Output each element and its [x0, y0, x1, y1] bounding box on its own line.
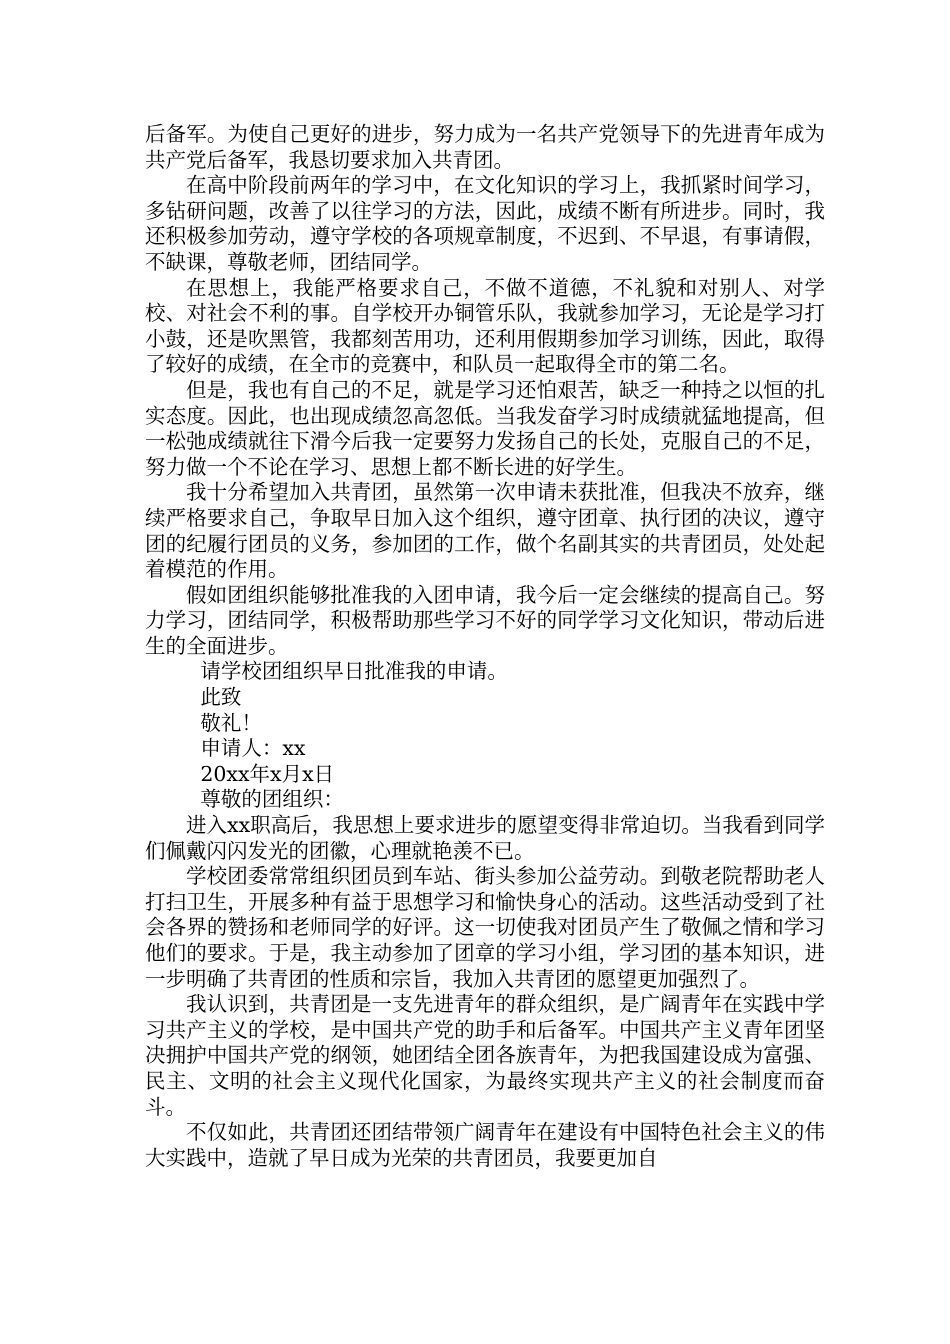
closing-jingli: 敬礼！ [200, 710, 262, 735]
paragraph-5: 我十分希望加入共青团，虽然第一次申请未获批准，但我决不放弃，继续严格要求自己，争取早日加入这个组织，遵守团章、执行团的决议，遵守团的纪履行团员的义务，参加团的工作，做个名副其实的共青团员，处处起着模范的作用。 [145, 480, 825, 582]
paragraph-1: 后备军。为使自己更好的进步，努力成为一名共产党领导下的先进青年成为共产党后备军，我恳切要求加入共青团。 [145, 122, 825, 172]
paragraph-4: 但是，我也有自己的不足，就是学习还怕艰苦，缺乏一种持之以恒的扎实态度。因此，也出现成绩忽高忽低。当我发奋学习时成绩就猛地提高，但一松弛成绩就往下滑今后我一定要努力发扬自己的长处，克服自己的不足，努力做一个不论在学习、思想上都不断长进的好学生。 [145, 377, 825, 479]
closing-cizhi: 此致 [200, 685, 242, 710]
document-page [145, 122, 825, 1171]
salutation: 尊敬的团组织： [200, 787, 344, 812]
paragraph-8: 学校团委常常组织团员到车站、街头参加公益劳动。到敬老院帮助老人打扫卫生，开展多种有益于思想学习和愉快身心的活动。这些活动受到了社会各界的赞扬和老师同学的好评。这一切使我对团员产生了敬佩之情和学习他们的要求。于是，我主动参加了团章的学习小组，学习团的基本知识，进一步明确了共青团的性质和宗旨，我加入共青团的愿望更加强烈了。 [145, 864, 825, 991]
signature-applicant: 申请人：xx [200, 736, 306, 761]
paragraph-7: 进入xx职高后，我思想上要求进步的愿望变得非常迫切。当我看到同学们佩戴闪闪发光的团徽，心理就艳羡不已。 [145, 813, 825, 863]
request-line: 请学校团组织早日批准我的申请。 [200, 659, 508, 684]
paragraph-6: 假如团组织能够批准我的入团申请，我今后一定会继续的提高自己。努力学习，团结同学，积极帮助那些学习不好的同学学习文化知识，带动后进生的全面进步。 [145, 582, 825, 658]
paragraph-9: 我认识到，共青团是一支先进青年的群众组织，是广阔青年在实践中学习共产主义的学校，是中国共产党的助手和后备军。中国共产主义青年团坚决拥护中国共产党的纲领，她团结全团各族青年，为把我国建设成为富强、民主、文明的社会主义现代化国家，为最终实现共产主义的社会制度而奋斗。 [145, 992, 825, 1119]
signature-date: 20xx年x月x日 [200, 761, 335, 786]
paragraph-3: 在思想上，我能严格要求自己，不做不道德，不礼貌和对别人、对学校、对社会不利的事。自学校开办铜管乐队，我就参加学习，无论是学习打小鼓，还是吹黑管，我都刻苦用功，还利用假期参加学习训练，因此，取得了较好的成绩，在全市的竞赛中，和队员一起取得全市的第二名。 [145, 275, 825, 377]
paragraph-2: 在高中阶段前两年的学习中，在文化知识的学习上，我抓紧时间学习，多钻研问题，改善了以往学习的方法，因此，成绩不断有所进步。同时，我还积极参加劳动，遵守学校的各项规章制度，不迟到、不早退，有事请假，不缺课，尊敬老师，团结同学。 [145, 173, 825, 274]
paragraph-10: 不仅如此，共青团还团结带领广阔青年在建设有中国特色社会主义的伟大实践中，造就了早日成为光荣的共青团员，我要更加自 [145, 1120, 825, 1170]
